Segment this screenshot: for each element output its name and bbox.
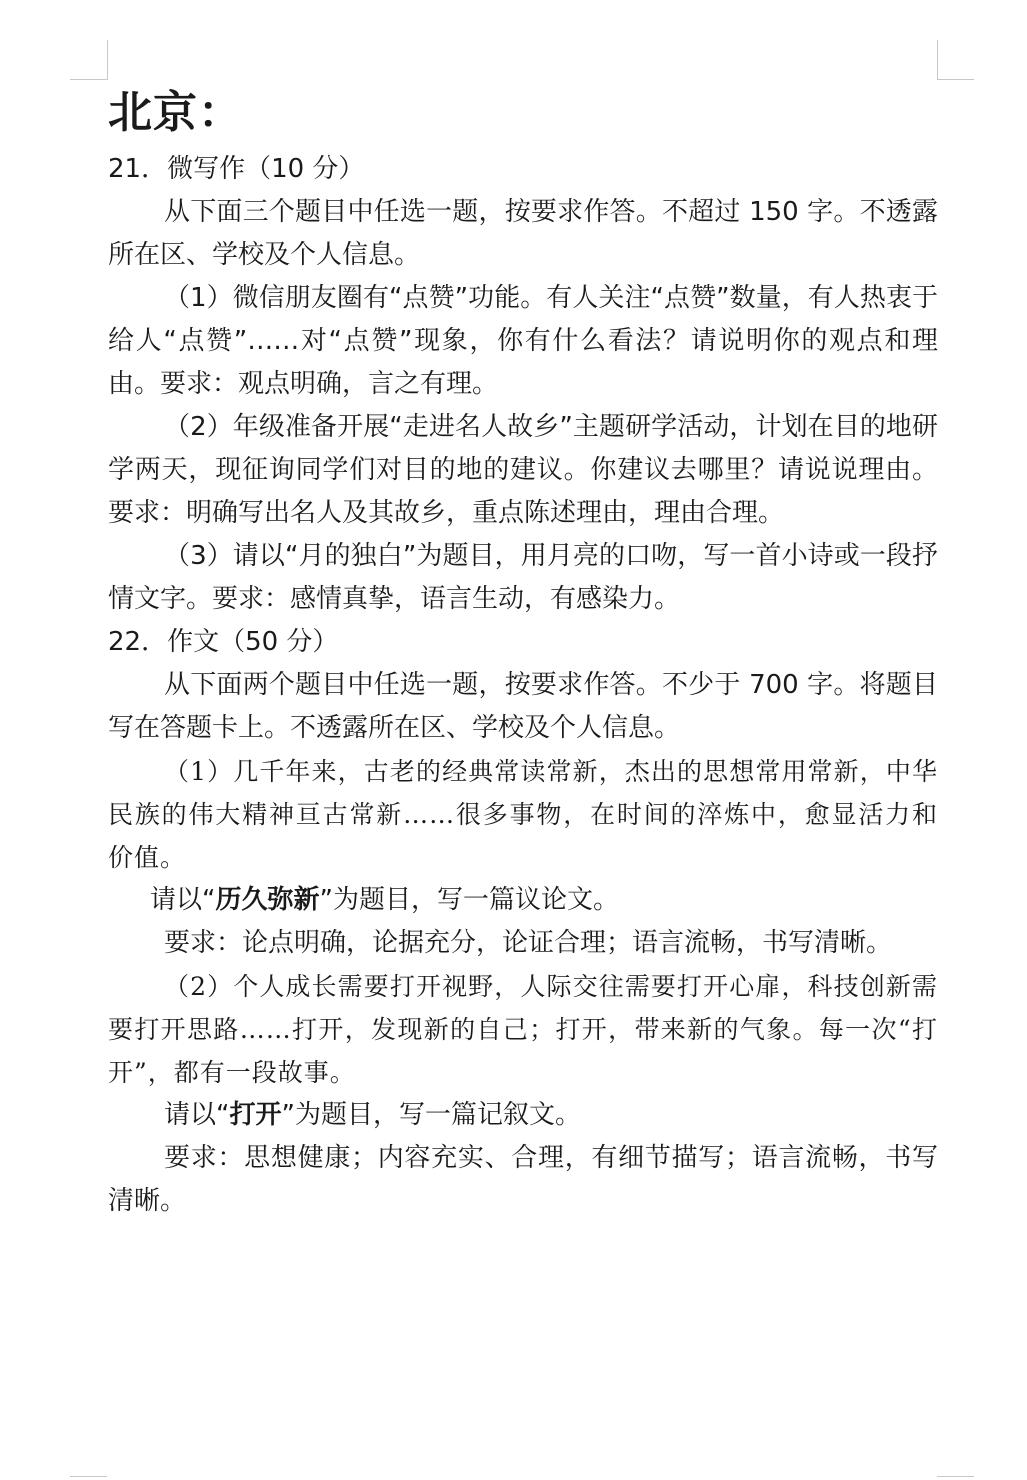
prompt-suffix: ”为题目，写一篇议论文。 bbox=[319, 885, 619, 915]
option-1-requirement: 要求：论点明确，论据充分，论证合理；语言流畅，书写清晰。 bbox=[164, 928, 893, 958]
question-title: 21．微写作（10 分） bbox=[108, 154, 365, 184]
prompt-prefix: 请以“ bbox=[164, 1100, 230, 1130]
crop-mark-top-left bbox=[107, 40, 108, 80]
option-1-prompt bbox=[108, 879, 938, 922]
option-3: （3）请以“月的独白”为题目，用月亮的口吻，写一首小诗或一段抒情文字。要求：感情真挚，语言生动，有感染力。 bbox=[108, 541, 938, 614]
essay-title: 打开 bbox=[229, 1100, 282, 1130]
question-22 bbox=[108, 621, 938, 1223]
option-1: （1）微信朋友圈有“点赞”功能。有人关注“点赞”数量，有人热衷于给人“点赞”……对“点赞”现象，你有什么看法？请说明你的观点和理由。要求：观点明确，言之有理。 bbox=[108, 283, 938, 399]
prompt-prefix: 请以“ bbox=[150, 885, 216, 915]
option-2: （2）年级准备开展“走进名人故乡”主题研学活动，计划在目的地研学两天，现征询同学们对目的地的建议。你建议去哪里？请说说理由。要求：明确写出名人及其故乡，重点陈述理由，理由合理。 bbox=[108, 412, 938, 528]
prompt-suffix: ”为题目，写一篇记叙文。 bbox=[281, 1100, 581, 1130]
question-intro: 从下面两个题目中任选一题，按要求作答。不少于 700 字。将题目写在答题卡上。不透露所在区、学校及个人信息。 bbox=[108, 670, 938, 743]
crop-mark-top-right bbox=[937, 79, 974, 80]
option-2-requirement: 要求：思想健康；内容充实、合理，有细节描写；语言流畅，书写清晰。 bbox=[108, 1143, 938, 1216]
essay-title: 历久弥新 bbox=[215, 885, 320, 915]
page-title: 北京： bbox=[108, 87, 243, 138]
question-21 bbox=[108, 148, 938, 621]
option-1-material: （1）几千年来，古老的经典常读常新，杰出的思想常用常新，中华民族的伟大精神亘古常新……很多事物，在时间的淬炼中，愈显活力和价值。 bbox=[108, 757, 938, 872]
question-title: 22．作文（50 分） bbox=[108, 627, 339, 657]
crop-mark-bottom-right bbox=[937, 1476, 974, 1477]
crop-mark-top-left bbox=[70, 79, 107, 80]
option-2-material: （2）个人成长需要打开视野，人际交往需要打开心扉，科技创新需要打开思路……打开，发现新的自己；打开，带来新的气象。每一次“打开”，都有一段故事。 bbox=[108, 972, 938, 1087]
crop-mark-top-right bbox=[937, 40, 938, 80]
option-2-prompt bbox=[108, 1094, 938, 1137]
question-intro: 从下面三个题目中任选一题，按要求作答。不超过 150 字。不透露所在区、学校及个人信息。 bbox=[108, 197, 938, 270]
document-page bbox=[108, 84, 938, 1223]
crop-mark-bottom-left bbox=[70, 1476, 107, 1477]
